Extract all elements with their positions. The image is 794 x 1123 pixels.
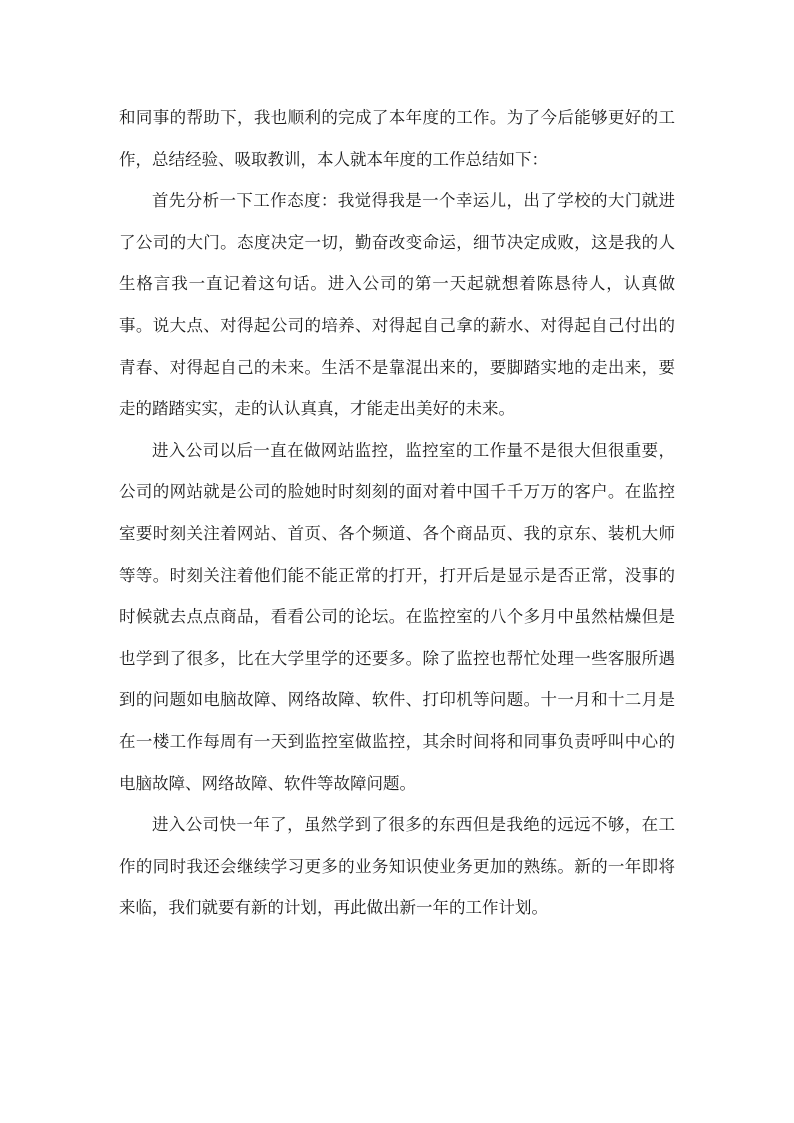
paragraph-future-plan: 进入公司快一年了，虽然学到了很多的东西但是我绝的远远不够，在工作的同时我还会继续学习更多的业务知识使业务更加的熟练。新的一年即将来临，我们就要有新的计划，再此做出新一年的工作计划。 <box>119 815 675 918</box>
paragraph-work-attitude: 首先分析一下工作态度：我觉得我是一个幸运儿，出了学校的大门就进了公司的大门。态度决定一切，勤奋改变命运，细节决定成败，这是我的人生格言我一直记着这句话。进入公司的第一天起就想着陈恳待人，认真做事。说大点、对得起公司的培养、对得起自己拿的薪水、对得起自己付出的青春、对得起自己的未来。生活不是靠混出来的，要脚踏实地的走出来，要走的踏踏实实，走的认认真真，才能走出美好的未来。 <box>119 191 675 419</box>
document-body <box>119 97 675 929</box>
paragraph-intro: 和同事的帮助下，我也顺利的完成了本年度的工作。为了今后能够更好的工作，总结经验、吸取教训，本人就本年度的工作总结如下： <box>119 108 675 169</box>
paragraph-website-monitoring: 进入公司以后一直在做网站监控，监控室的工作量不是很大但很重要，公司的网站就是公司的脸她时时刻刻的面对着中国千千万万的客户。在监控室要时刻关注着网站、首页、各个频道、各个商品页、我的京东、装机大师等等。时刻关注着他们能不能正常的打开，打开后是显示是否正常，没事的时候就去点点商品，看看公司的论坛。在监控室的八个多月中虽然枯燥但是也学到了很多，比在大学里学的还要多。除了监控也帮忙处理一些客服所遇到的问题如电脑故障、网络故障、软件、打印机等问题。十一月和十二月是在一楼工作每周有一天到监控室做监控，其余时间将和同事负责呼叫中心的电脑故障、网络故障、软件等故障问题。 <box>119 440 675 793</box>
